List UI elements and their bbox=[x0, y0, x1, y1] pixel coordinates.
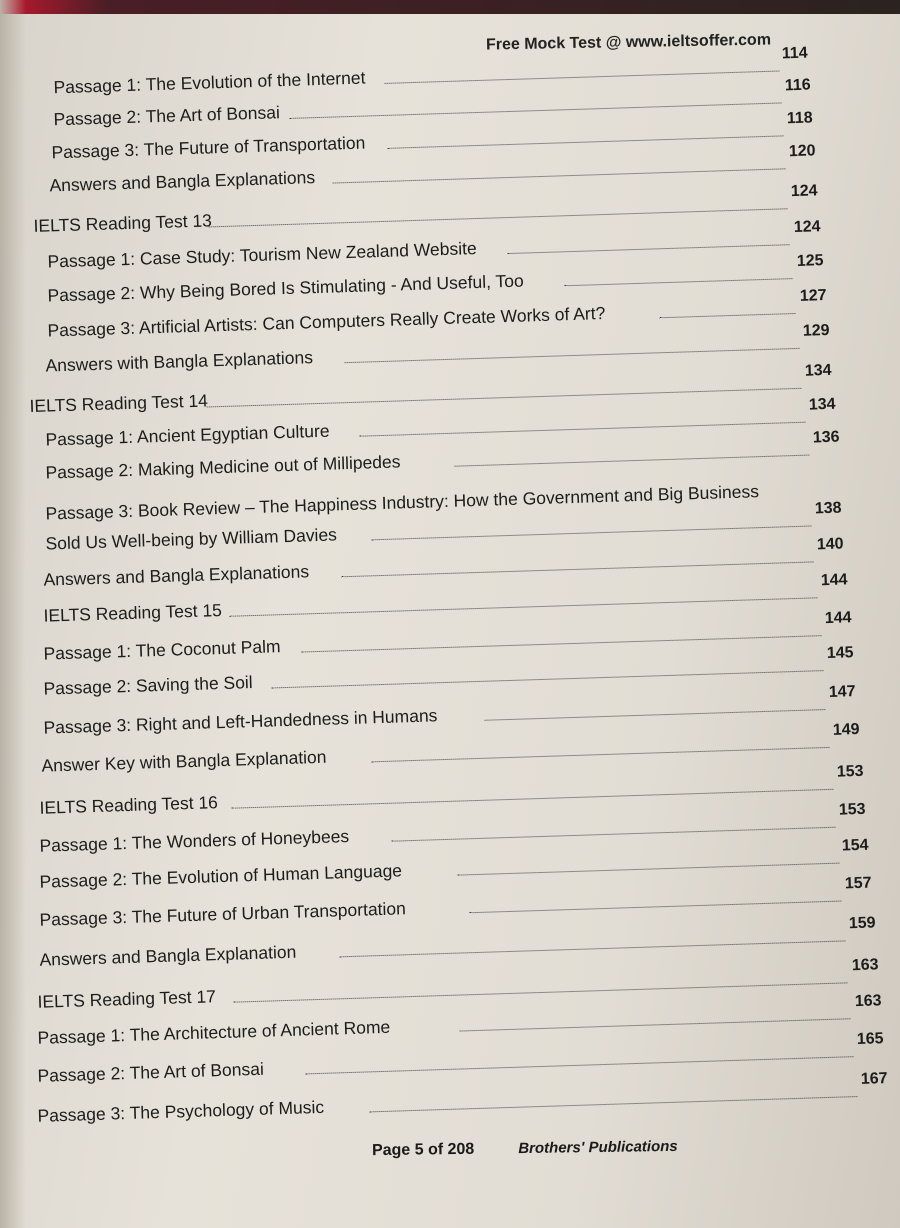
toc-entry-page-number: 149 bbox=[832, 720, 860, 739]
toc-entry-title: Passage 3: Right and Left-Handedness in Humans bbox=[43, 705, 438, 738]
dot-leader bbox=[485, 709, 826, 721]
dot-leader bbox=[372, 525, 812, 540]
toc-entry-title: Passage 2: The Evolution of Human Language bbox=[39, 860, 403, 892]
toc-entry-page-number: 165 bbox=[856, 1030, 884, 1049]
book-cover-edge bbox=[0, 0, 900, 14]
toc-entry-page-number: 140 bbox=[816, 535, 844, 554]
toc-entry-page-number: 118 bbox=[786, 109, 813, 128]
toc-entry-page-number: 138 bbox=[814, 499, 842, 518]
page-header: Free Mock Test @ www.ieltsoffer.com bbox=[485, 31, 772, 54]
toc-entry-page-number: 129 bbox=[802, 321, 830, 340]
toc-entry-page-number: 116 bbox=[784, 76, 811, 95]
dot-leader bbox=[508, 244, 790, 254]
toc-entry-title: Answers with Bangla Explanations bbox=[45, 347, 314, 376]
toc-entry-title: Passage 1: Case Study: Tourism New Zealand Website bbox=[47, 238, 477, 272]
toc-entry-title: Answers and Bangla Explanation bbox=[39, 941, 297, 970]
dot-leader bbox=[230, 597, 818, 616]
toc-entry-page-number: 127 bbox=[799, 287, 827, 305]
toc-entry-title: IELTS Reading Test 13 bbox=[33, 210, 213, 236]
toc-entry-page-number: 125 bbox=[796, 252, 824, 270]
toc-entry-title: Passage 3: The Future of Transportation bbox=[51, 132, 366, 163]
toc-entry-page-number: 144 bbox=[824, 609, 852, 628]
toc-entry-page-number: 153 bbox=[838, 800, 866, 819]
toc-entry-title: Passage 3: Artificial Artists: Can Computers Really Create Works of Art? bbox=[47, 302, 606, 341]
toc-entry-page-number: 163 bbox=[854, 992, 882, 1011]
dot-leader bbox=[372, 747, 830, 762]
toc-entry-title: Passage 2: The Art of Bonsai bbox=[37, 1058, 265, 1086]
dot-leader bbox=[458, 863, 840, 876]
toc-entry-title: Passage 2: Saving the Soil bbox=[43, 672, 253, 699]
toc-entry-title: Answers and Bangla Explanations bbox=[49, 167, 316, 196]
toc-entry-page-number: 145 bbox=[826, 644, 854, 662]
toc-entry-title: Passage 1: The Coconut Palm bbox=[43, 636, 281, 664]
toc-entry-title: Passage 1: The Architecture of Ancient Rome bbox=[37, 1016, 391, 1048]
toc-entry-page-number: 120 bbox=[788, 142, 816, 161]
toc-entry-title: Passage 3: The Psychology of Music bbox=[37, 1096, 325, 1126]
dot-leader bbox=[370, 1096, 858, 1112]
dot-leader bbox=[470, 901, 842, 914]
page-footer bbox=[372, 1138, 678, 1160]
toc-entry-page-number: 134 bbox=[804, 361, 832, 380]
dot-leader bbox=[340, 940, 846, 957]
toc-entry-title: Answers and Bangla Explanations bbox=[43, 561, 310, 590]
toc-entry-page-number: 163 bbox=[851, 956, 879, 975]
toc-entry-page-number: 144 bbox=[820, 571, 848, 590]
dot-leader bbox=[306, 1056, 854, 1074]
toc-entry-title: Passage 2: Why Being Bored Is Stimulating - And Useful, Too bbox=[47, 270, 524, 306]
dot-leader bbox=[455, 455, 810, 467]
toc-entry-title: Passage 2: Making Medicine out of Millipedes bbox=[45, 451, 401, 483]
toc-entry-page-number: 124 bbox=[790, 182, 818, 201]
toc-entry-title: IELTS Reading Test 14 bbox=[29, 390, 209, 417]
toc-entry-page-number: 124 bbox=[793, 218, 821, 237]
dot-leader bbox=[345, 348, 800, 363]
toc-entry-title: Answer Key with Bangla Explanation bbox=[41, 746, 327, 776]
toc-entry-title: Sold Us Well-being by William Davies bbox=[45, 524, 338, 554]
toc-entry-title: IELTS Reading Test 17 bbox=[37, 986, 217, 1012]
toc-entry-page-number: 134 bbox=[808, 395, 836, 414]
toc-entry-title: Passage 1: The Wonders of Honeybees bbox=[39, 826, 350, 856]
toc-entry-title: Passage 3: The Future of Urban Transportation bbox=[39, 898, 407, 930]
toc-entry-page-number: 167 bbox=[860, 1070, 888, 1088]
toc-entry-title: IELTS Reading Test 16 bbox=[39, 792, 219, 818]
page-number: Page 5 of 208 bbox=[371, 1140, 475, 1160]
toc-entry-page-number: 114 bbox=[781, 44, 808, 63]
toc-entry-title: Passage 1: Ancient Egyptian Culture bbox=[45, 420, 330, 450]
publisher-name: Brothers' Publications bbox=[518, 1137, 678, 1158]
dot-leader bbox=[460, 1018, 851, 1031]
dot-leader bbox=[333, 168, 786, 183]
toc-entry-title: IELTS Reading Test 15 bbox=[43, 600, 223, 626]
dot-leader bbox=[272, 670, 824, 688]
dot-leader bbox=[342, 561, 814, 577]
dot-leader bbox=[392, 827, 836, 842]
toc-entry-title: Passage 1: The Evolution of the Internet bbox=[53, 67, 366, 98]
toc-entry-page-number: 154 bbox=[841, 836, 869, 855]
toc-entry-page-number: 147 bbox=[828, 683, 856, 701]
toc-entry-title: Passage 3: Book Review – The Happiness Industry: How the Government and Big Business bbox=[45, 481, 760, 524]
toc-entry-page-number: 153 bbox=[836, 762, 864, 781]
toc-entry-page-number: 157 bbox=[844, 874, 872, 893]
dot-leader bbox=[659, 313, 795, 318]
toc-entry-page-number: 136 bbox=[812, 428, 840, 447]
dot-leader bbox=[565, 278, 793, 286]
toc-entry-page-number: 159 bbox=[848, 914, 876, 933]
toc-entry-title: Passage 2: The Art of Bonsai bbox=[53, 102, 281, 130]
